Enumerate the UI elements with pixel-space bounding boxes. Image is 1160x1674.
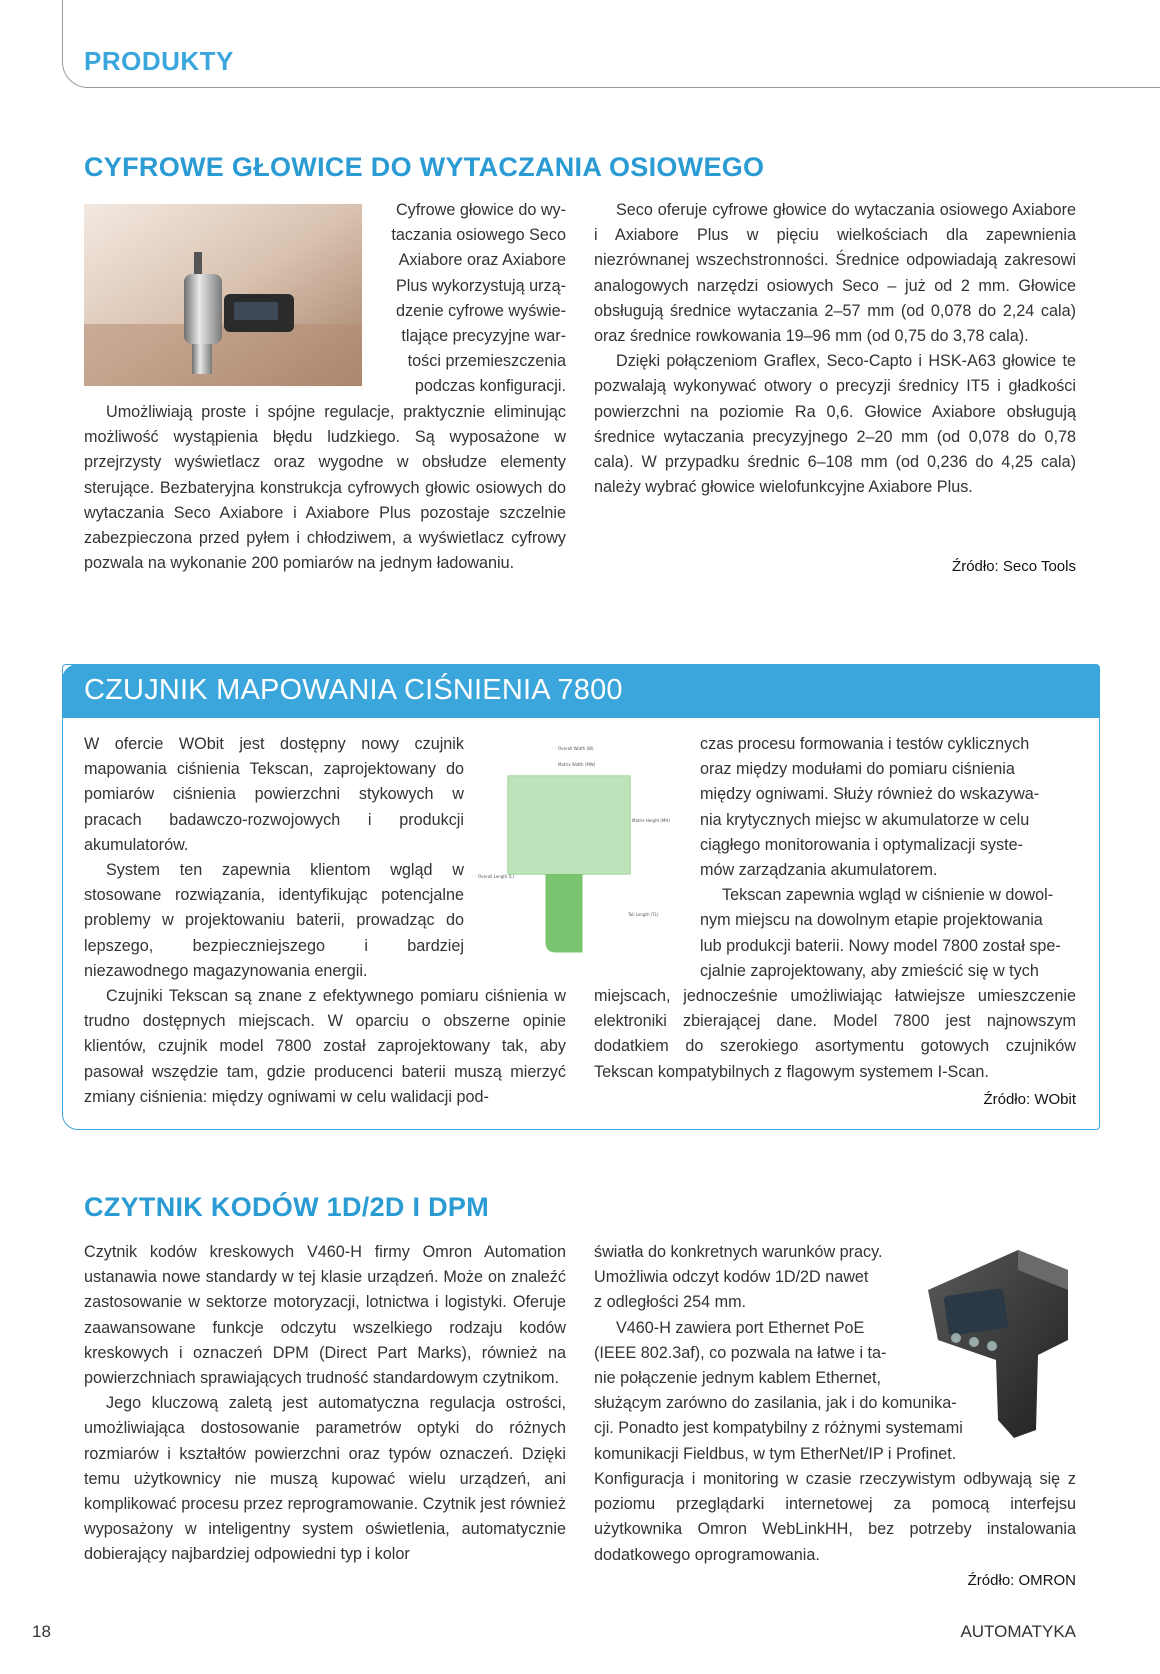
article2-right-narrow-column [700,732,1076,984]
paragraph: System ten zapewnia klientom wgląd w stosowane rozwiązania, identyfikując potencjalne problemy w projektowaniu baterii, prowadząc do lepszego, bezpieczniejszego i bardziej niezawodnego magazynowania energii. [84,861,464,980]
article2-source: Źródło: WObit [983,1091,1076,1108]
text-line: ciągłego monitorowania i optymalizacji syste- [700,835,1023,854]
text-line: Plus wykorzystują urzą- [395,276,566,295]
boring-head-illustration [84,204,362,386]
text-line: V460-H zawiera port Ethernet PoE [616,1318,865,1337]
text-line: dzenie cyfrowe wyświe- [395,301,566,320]
text-line: nie połączenie jednym kablem Ethernet, [594,1369,882,1388]
article3-title: CZYTNIK KODÓW 1D/2D I DPM [84,1192,490,1222]
text-line: komunikacji Fieldbus, w tym EtherNet/IP i Profinet. [594,1444,957,1463]
text-line: cji. Ponadto jest kompatybilny z różnymi systemami [594,1419,963,1438]
text-line: światła do konkretnych warunków pracy. [594,1243,883,1261]
article3-source: Źródło: OMRON [967,1572,1076,1589]
diagram-label: Overall Length (L) [478,874,514,879]
sensor-outline [478,740,678,964]
text-line: Axiabore oraz Axiabore [398,251,566,270]
paragraph: Konfiguracja i monitoring w czasie rzeczywistym odbywają się z poziomu przeglądarki internetowej za pomocą interfejsu użytkownika Omron WebLinkHH, bez potrzeby instalowania dodatkowego oprogramowania. [594,1470,1076,1564]
article2-right-column-rest [594,984,1076,1085]
diagram-label: Overall Width (W) [558,746,594,751]
code-reader-illustration [918,1230,1080,1442]
diagram-label: Tail Length (TL) [628,912,659,917]
text-line: między ogniwami. Służy również do wskazywa- [700,785,1040,804]
paragraph: Czytnik kodów kreskowych V460-H firmy Omron Automation ustanawia nowe standardy w tej klasie urządzeń. Może on znaleźć zastosowanie w sektorze motoryzacji, lotnictwa i logistyki. Oferuje zaawansowane funkcje odczytu wszelkiego rodzaju kodów kreskowych i oznaczeń DPM (Direct Part Marks), również na powierzchniach sprawiających trudność standardowym czytnikom. [84,1243,566,1388]
text-line: tlające precyzyjne war- [401,327,566,346]
text-line: lub produkcji baterii. Nowy model 7800 został spe- [700,936,1061,955]
text-line: z odległości 254 mm. [594,1293,747,1312]
article2-left-column-bottom [84,984,566,1110]
paragraph: Czujniki Tekscan są znane z efektywnego pomiaru ciśnienia w trudno dostępnych miejscach. W oparciu o obszerne opinie klientów, czujnik model 7800 został zaprojektowany tak, aby pasował wszędzie tam, gdzie producenci baterii muszą mierzyć zmiany ciśnienia: między ogniwami w celu walidacji pod- [84,987,566,1106]
text-line: tości przemieszczenia [407,352,566,371]
text-line: podczas konfiguracji. [414,377,566,396]
article1-narrow-column [380,198,566,400]
paragraph: miejscach, jednocześnie umożliwiając łatwiejsze umieszczenie elektroniki zbierającej dane. Model 7800 jest najnowszym dodatkiem do szerokiego asortymentu gotowych czujników Tekscan kompatybilnych z flagowym systemem I-Scan. [594,987,1076,1081]
article2-left-column-top [84,732,464,984]
article1-left-column [84,400,566,576]
article1-title: CYFROWE GŁOWICE DO WYTACZANIA OSIOWEGO [84,152,765,182]
paragraph: Dzięki połączeniom Graflex, Seco-Capto i HSK-A63 głowice te pozwalają wykonywać otwory o precyzji średnicy IT5 i gładkości powierzchni na poziomie Ra 0,6. Głowice Axiabore obsługują średnice wytaczania precyzyjnego 2–20 mm (od 0,078 do 0,78 cala). W przypadku średnic 6–108 mm (od 0,236 do 4,25 cala) należy wybrać głowice wielofunkcyjne Axiabore Plus. [594,352,1076,497]
text-line: taczania osiowego Seco [391,226,566,245]
text-line: Cyfrowe głowice do wy- [395,201,566,219]
article1-right-column [594,198,1076,500]
sensor-diagram [478,740,678,964]
text-line: oraz między modułami do pomiaru ciśnienia [700,760,1015,779]
article3-left-column [84,1240,566,1568]
diagram-label: Matrix Width (MW) [558,762,596,767]
section-label: PRODUKTY [84,46,234,76]
text-line: służącym zarówno do zasilania, jak i do komunika- [594,1394,957,1413]
page-number: 18 [32,1622,51,1641]
diagram-label: Matrix Height (MH) [632,818,670,823]
paragraph: W ofercie WObit jest dostępny nowy czujnik mapowania ciśnienia Tekscan, zaprojektowany do pomiarów ciśnienia powierzchni stykowych w pracach badawczo-rozwojowych i produkcji akumulatorów. [84,735,464,854]
paragraph: Umożliwiają proste i spójne regulacje, praktycznie eliminując możliwość wystąpienia błędu ludzkiego. Są wyposażone w przejrzysty wyświetlacz oraz wygodne w obsłudze elementy sterujące. Bezbateryjna konstrukcja cyfrowych głowic osiowych do wytaczania Seco Axiabore i Axiabore Plus pozostaje szczelnie zabezpieczona przed pyłem i chłodziwem, a wyświetlacz cyfrowy pozwala na wykonanie 200 pomiarów na jednym ładowaniu. [84,403,566,573]
text-line: (IEEE 802.3af), co pozwala na łatwe i ta- [594,1343,887,1362]
article3-right-column-rest [594,1467,1076,1568]
text-line: mów zarządzania akumulatorem. [700,861,938,880]
paragraph: Jego kluczową zaletą jest automatyczna regulacja ostrości, umożliwiająca dostosowanie parametrów optyki do różnych rozmiarów i kształtów powierzchni oraz typów oznaczeń. Dzięki temu użytkownicy nie muszą kupować wielu urządzeń, ani komplikować procesu przez reprogramowanie. Czytnik jest również wyposażony w inteligentny system oświetlenia, automatycznie dobierający najbardziej odpowiedni typ i kolor [84,1394,566,1564]
text-line: nym miejscu na dowolnym etapie projektowania [700,911,1043,930]
paragraph: Seco oferuje cyfrowe głowice do wytaczania osiowego Axiabore i Axiabore Plus w pięciu wielkościach dla zapewnienia niezrównanej wszechstronności. Średnice odpowiadają zakresowi analogowych narzędzi osiowych Seco – już od 2 mm. Głowice obsługują średnice wytaczania 2–57 mm (od 0,078 do 2,24 cala) oraz średnice rowkowania 19–96 mm (od 0,75 do 3,78 cala). [594,201,1076,346]
article1-source: Źródło: Seco Tools [952,558,1076,575]
magazine-name: AUTOMATYKA [960,1622,1076,1641]
text-line: Umożliwia odczyt kodów 1D/2D nawet [594,1268,869,1287]
boring-head-photo [84,204,362,386]
text-line: nia krytycznych miejsc w akumulatorze w celu [700,810,1030,829]
text-line: cjalnie zaprojektowany, aby zmieścić się w tych [700,961,1039,980]
code-reader-photo [918,1230,1080,1442]
text-line: Tekscan zapewnia wgląd w ciśnienie w dowol- [722,886,1054,905]
article2-title: CZUJNIK MAPOWANIA CIŚNIENIA 7800 [84,674,623,706]
text-line: czas procesu formowania i testów cyklicznych [700,735,1030,753]
